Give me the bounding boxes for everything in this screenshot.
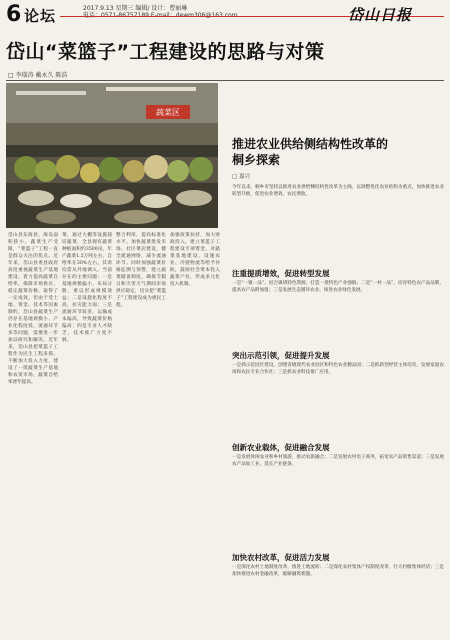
headline-divider: [6, 80, 444, 81]
contact-line: [83, 10, 238, 19]
sidebar-subheading-2: 突出示范引领，促进提升发展: [232, 351, 330, 360]
article-column-2: 菜，通过大棚等设施栽培蔬菜，全县现有蔬菜种植面积约3500亩，年产蔬菜1.5万吨左右，自给率在30%左右，其余均需从外地调入。当前存在的主要问题：一是基地规模偏小，布局分散，难以形成规模效益；二是设施化程度不高，抗灾能力弱；三是流通环节较多，运输成本偏高，导致蔬菜价格偏高；四是专业人才缺乏，技术推广力度不够。: [62, 233, 112, 343]
date-line: 2017.9.13 星期三 编辑/ 设计：曹丽琳: [83, 5, 188, 12]
sidebar-byline: □ 嘉兴: [232, 174, 250, 180]
sidebar-title-line-2: 桐乡探索: [232, 153, 281, 167]
article-column-1: 岱山县东海县，海岛面积狭小，蔬菜生产受限，“菜篮子”工程一直是群众关注的焦点。近年来，岱山县委县政府高度重视蔬菜生产基地建设，着力提高蔬菜自给率，保障市场供应，稳定蔬菜价格，取得了一定成效。但由于受土地、资金、技术等因素制约，岱山县蔬菜生产仍存在基地规模小、产业化程度低、流通环节多等问题，需要进一步加以研究和解决。近年来，岱山县把菜篮子工程作为民生工程来抓，不断加大投入力度，建设了一批蔬菜生产基地和农贸市场，蔬菜自给率逐年提高。: [8, 233, 58, 385]
paper-logo: 岱山日报: [348, 6, 413, 24]
article-byline: □ 李瑞涛 戴永久 陈浩: [8, 72, 68, 79]
sidebar-section-4-text: 一是深化农村土地制度改革，推进土地流转；二是深化农村集体产权制度改革，壮大村级集体经济；三是加快推进农村金融改革，破解融资难题。: [232, 565, 444, 577]
sidebar-title-line-1: 推进农业供给侧结构性改革的: [232, 137, 389, 151]
article-column-4: 加强政策扶持，加大财政投入，建立菜篮子工程建设专项资金，对蔬菜基地建设、设施农业、冷链物流等给予补助，鼓励社会资本投入蔬菜产业，形成多元化投入机制。: [170, 233, 220, 287]
sidebar-intro: 今年以来，桐乡市坚持以推进农业供给侧结构性改革为主线，以调整优化农业结构为重点，加快推进农业转型升级，促进农业增效、农民增收。: [232, 185, 444, 197]
article-headline: 岱山“菜篮子”工程建设的思路与对策: [6, 41, 325, 63]
page-number: 6: [6, 2, 22, 27]
article-column-3: 整合利用，提高标准化水平。加快蔬菜批发市场、社区菜店建设，健全流通网络，减少流通环节。同时加强蔬菜价格监测与预警，建立蔬菜储备制度，确保节假日和灾害天气期间市场供应稳定，切实把“菜篮子”工程建设成为惠民工程。: [116, 233, 166, 308]
sidebar-subheading-3: 创新农业载体，促进融合发展: [232, 443, 330, 452]
photo-sign: 蔬菜区: [156, 108, 180, 117]
sidebar-section-1-text: 一是“一镇一品”。结合镇域特色资源，打造一批特色产业强镇；二是“一村一品”。培育特色农产品品牌，提高农产品附加值；三是发展生态循环农业，推进农业绿色发展。: [232, 281, 444, 293]
sidebar-subheading-4: 加快农村改革，促进活力发展: [232, 553, 330, 562]
sidebar-section-2-text: 一是抓示范园区建设，创建省级现代农业园区和特色农业精品园；二是抓新型经营主体培育，发展家庭农场和农民专业合作社；三是抓农业科技推广应用。: [232, 363, 444, 375]
sidebar-subheading-1: 注重提质增效，促进转型发展: [232, 269, 330, 278]
sidebar-section-3-text: 一是发展休闲农业和乡村旅游，推动农旅融合；二是发展农村电子商务，拓宽农产品销售渠道；三是发展农产品加工业，延长产业链条。: [232, 455, 444, 467]
photo-image: [6, 83, 218, 228]
article-photo: [6, 83, 218, 228]
section-title: 论坛: [24, 7, 57, 25]
sidebar-title: [232, 136, 388, 168]
page-header: [0, 0, 450, 34]
